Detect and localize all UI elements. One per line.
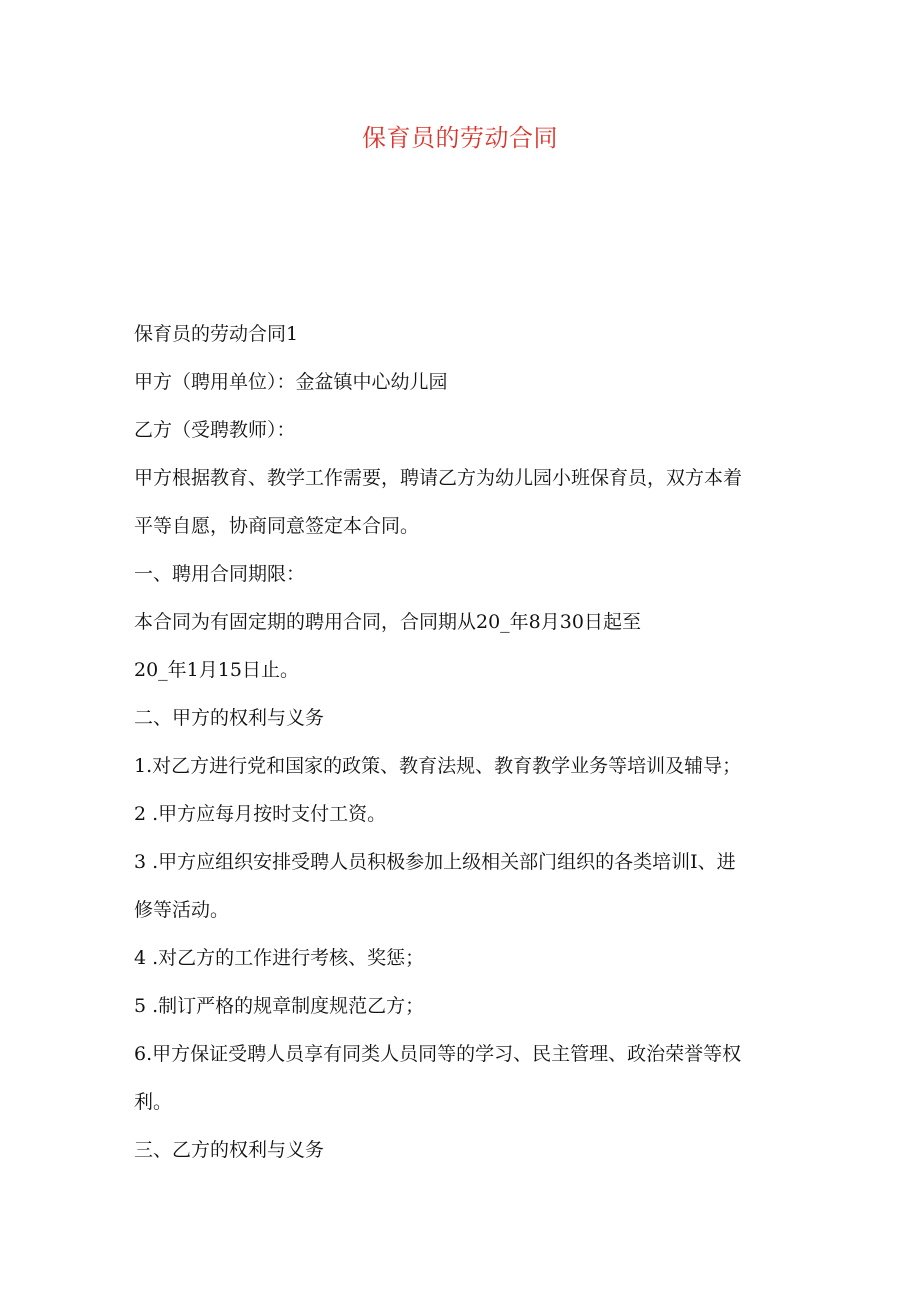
document-title: 保育员的劳动合同 bbox=[362, 124, 558, 152]
party-a-item-5: 5 .制订严格的规章制度规范乙方； bbox=[134, 995, 425, 1017]
party-a-item-1: 1.对乙方进行党和国家的政策、教育法规、教育教学业务等培训及辅导； bbox=[134, 755, 742, 777]
section-2-heading: 二、甲方的权利与义务 bbox=[134, 707, 325, 729]
section-3-heading: 三、乙方的权利与义务 bbox=[134, 1139, 325, 1161]
document-body bbox=[134, 310, 794, 1174]
term-line-1: 本合同为有固定期的聘用合同，合同期从20_年8月30日起至 bbox=[134, 611, 641, 633]
party-a-item-3-line-2: 修等活动。 bbox=[134, 899, 230, 921]
section-1-heading: 一、聘用合同期限： bbox=[134, 563, 306, 585]
party-a-line: 甲方（聘用单位）：金盆镇中心幼儿园 bbox=[134, 371, 448, 393]
party-a-item-4: 4 .对乙方的工作进行考核、奖惩； bbox=[134, 947, 425, 969]
party-a-item-3-line-1: 3 .甲方应组织安排受聘人员积极参加上级相关部门组织的各类培训I、进 bbox=[134, 851, 736, 873]
preamble-line-1: 甲方根据教育、教学工作需要，聘请乙方为幼儿园小班保育员，双方本着 bbox=[134, 467, 743, 489]
preamble-line-2: 平等自愿，协商同意签定本合同。 bbox=[134, 515, 420, 537]
party-a-item-2: 2 .甲方应每月按时支付工资。 bbox=[134, 803, 387, 825]
term-line-2: 20_年1月15日止。 bbox=[134, 659, 299, 681]
party-a-item-6-line-2: 利。 bbox=[134, 1091, 173, 1113]
party-b-line: 乙方（受聘教师）： bbox=[134, 419, 296, 441]
heading-contract-1: 保育员的劳动合同1 bbox=[134, 323, 299, 345]
party-a-item-6-line-1: 6.甲方保证受聘人员享有同类人员同等的学习、民主管理、政治荣誉等权 bbox=[134, 1043, 742, 1065]
